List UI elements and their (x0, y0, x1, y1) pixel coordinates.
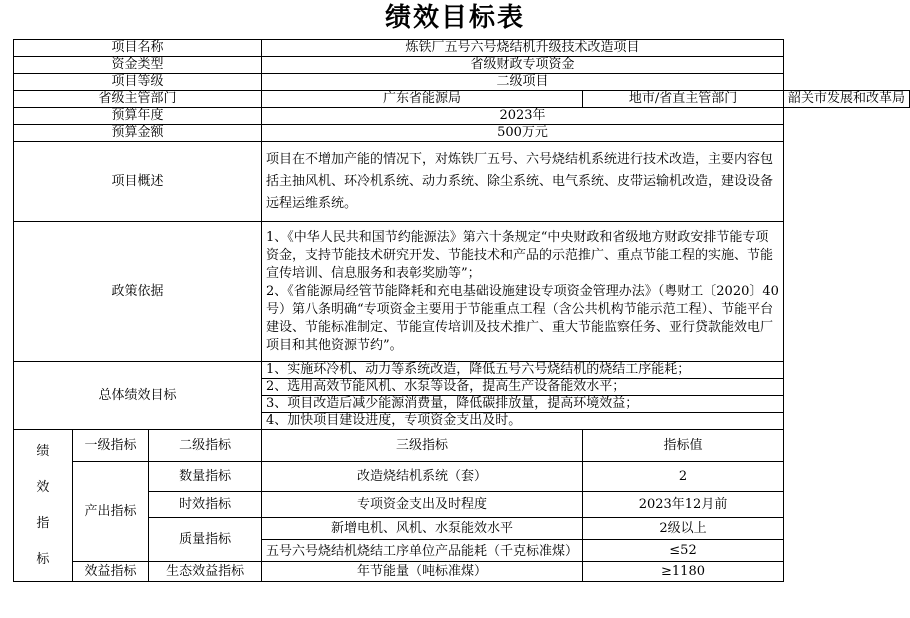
overview-label: 项目概述 (14, 142, 262, 222)
project-name-label: 项目名称 (14, 40, 262, 57)
project-level-label: 项目等级 (14, 74, 262, 91)
quality-value: ≤52 (583, 540, 784, 562)
overall-goal-label: 总体绩效目标 (14, 362, 262, 430)
goal-item: 4、加快项目建设进度，专项资金支出及时。 (262, 413, 784, 430)
overview-text: 项目在不增加产能的情况下，对炼铁厂五号、六号烧结机系统进行技术改造，主要内容包括主抽风机、环冷机系统、动力系统、除尘系统、电气系统、皮带运输机改造，建设设备远程运维系统。 (262, 142, 784, 222)
budget-amount-label: 预算金额 (14, 125, 262, 142)
page-title: 绩效目标表 (384, 3, 525, 33)
header-level3: 三级指标 (262, 430, 583, 462)
policy-label: 政策依据 (14, 222, 262, 362)
header-level2: 二级指标 (149, 430, 262, 462)
goal-item: 2、选用高效节能风机、水泵等设备，提高生产设备能效水平； (262, 379, 784, 396)
city-dept-value: 韶关市发展和改革局 (783, 91, 909, 108)
policy-item: 2、《省能源局经管节能降耗和充电基础设施建设专项资金管理办法》（粤财工〔2020〕40号）第八条明确“专项资金主要用于节能重点工程（含公共机构节能示范工程）、节能平台建设、节能标准制定、节能宣传培训及技术推广、重大节能监察任务、亚行贷款能效电厂项目和其他资源节约”。 (266, 283, 779, 353)
provincial-dept-label: 省级主管部门 (14, 91, 262, 108)
budget-year-label: 预算年度 (14, 108, 262, 125)
project-name-value: 炼铁厂五号六号烧结机升级技术改造项目 (262, 40, 784, 57)
provincial-dept-value: 广东省能源局 (262, 91, 583, 108)
header-value: 指标值 (583, 430, 784, 462)
timeliness-indicator-label: 时效指标 (149, 492, 262, 518)
project-level-value: 二级项目 (262, 74, 784, 91)
budget-amount-value: 500万元 (262, 125, 784, 142)
quantity-indicator-label: 数量指标 (149, 462, 262, 492)
quantity-item: 改造烧结机系统（套） (262, 462, 583, 492)
goal-item: 1、实施环冷机、动力等系统改造，降低五号六号烧结机的烧结工序能耗； (262, 362, 784, 379)
quality-indicator-label: 质量指标 (149, 518, 262, 562)
timeliness-value: 2023年12月前 (583, 492, 784, 518)
eco-benefit-value: ≥1180 (583, 562, 784, 582)
benefit-indicator-label: 效益指标 (72, 562, 148, 582)
output-indicator-label: 产出指标 (72, 462, 148, 562)
policy-text (262, 222, 784, 362)
quality-item: 五号六号烧结机烧结工序单位产品能耗（千克标准煤） (262, 540, 583, 562)
fund-type-value: 省级财政专项资金 (262, 57, 784, 74)
eco-benefit-indicator-label: 生态效益指标 (149, 562, 262, 582)
city-dept-label: 地市/省直主管部门 (583, 91, 784, 108)
fund-type-label: 资金类型 (14, 57, 262, 74)
timeliness-item: 专项资金支出及时程度 (262, 492, 583, 518)
policy-item: 1、《中华人民共和国节约能源法》第六十条规定“中央财政和省级地方财政安排节能专项资金，支持节能技术研究开发、节能技术和产品的示范推广、重点节能工程的实施、节能宣传培训、信息服务和表彰奖励等”； (266, 229, 774, 281)
budget-year-value: 2023年 (262, 108, 784, 125)
performance-table (13, 39, 910, 582)
quality-item: 新增电机、风机、水泵能效水平 (262, 518, 583, 540)
goal-item: 3、项目改造后减少能源消费量，降低碳排放量，提高环境效益； (262, 396, 784, 413)
quality-value: 2级以上 (583, 518, 784, 540)
indicator-section-label: 绩 效 指 标 (14, 430, 73, 582)
eco-benefit-item: 年节能量（吨标准煤） (262, 562, 583, 582)
quantity-value: 2 (583, 462, 784, 492)
header-level1: 一级指标 (72, 430, 148, 462)
